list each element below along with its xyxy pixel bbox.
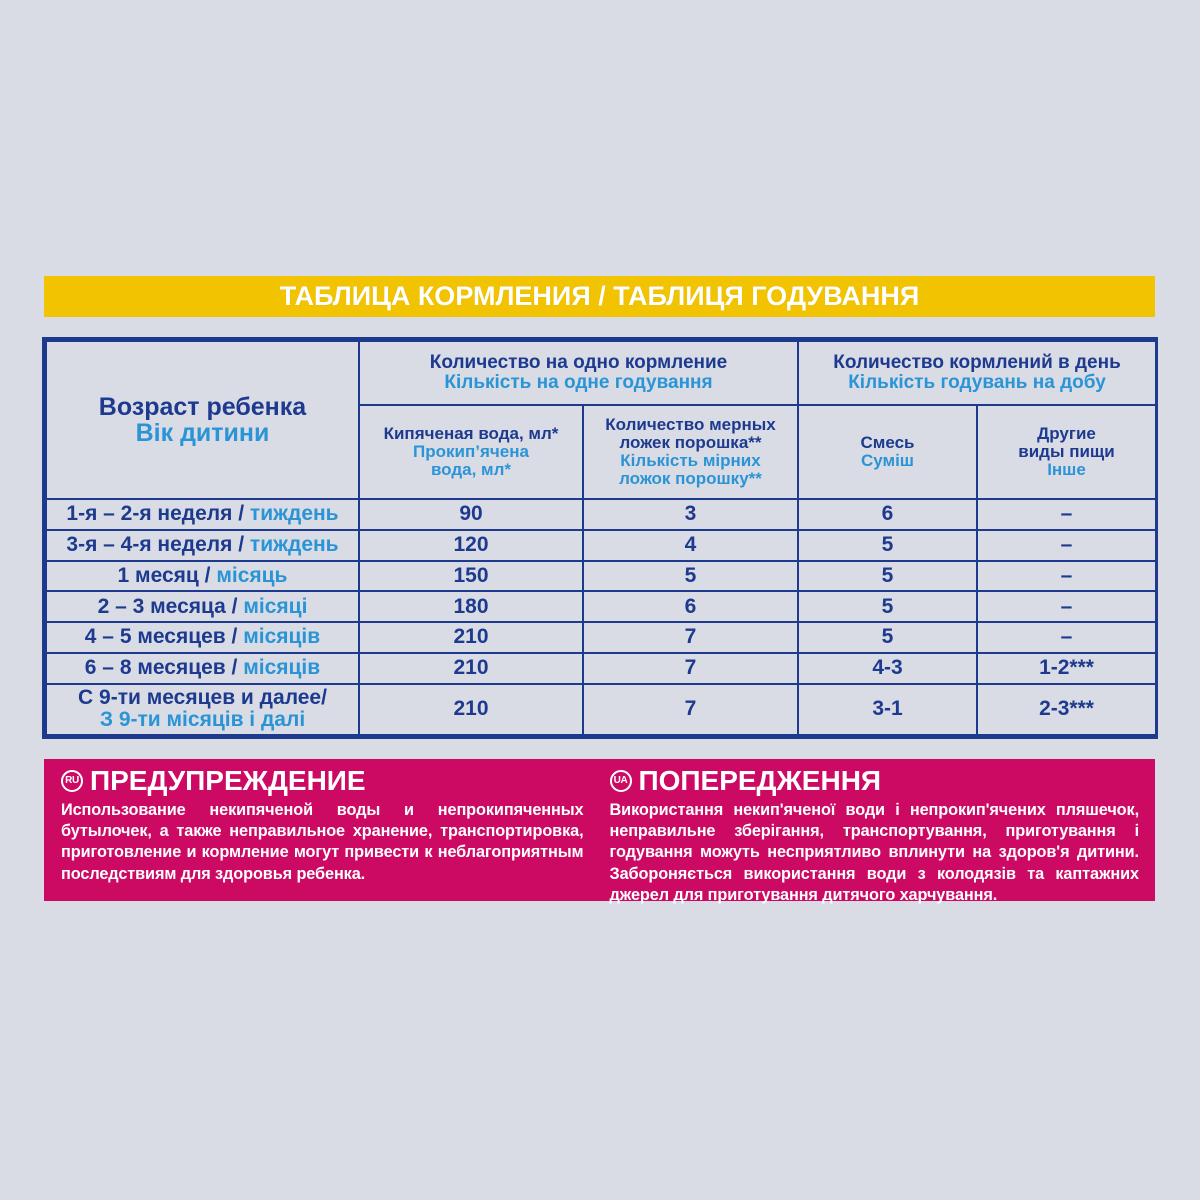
other-cell: – [977,622,1156,653]
age-cell [46,622,359,653]
warning-ua-title: ПОПЕРЕДЖЕННЯ [638,765,882,796]
mix-header [798,405,977,499]
water-cell: 210 [359,622,583,653]
age-ru: 2 – 3 месяца / [97,594,244,618]
feeding-table [45,340,1157,736]
spoons-cell: 6 [583,591,798,622]
spoons-header [583,405,798,499]
ua-badge-icon: UA [610,770,632,792]
other-header-ru: Другие виды пищи [1018,424,1115,461]
other-cell: – [977,530,1156,561]
water-header-ua: Прокип’ячена вода, мл* [413,441,529,479]
water-header [359,405,583,499]
page-title: ТАБЛИЦА КОРМЛЕНИЯ / ТАБЛИЦЯ ГОДУВАННЯ [279,281,920,311]
table-row [46,684,1156,735]
spoons-cell: 7 [583,622,798,653]
age-cell [46,530,359,561]
age-cell [46,561,359,592]
mix-cell: 5 [798,622,977,653]
age-cell [46,591,359,622]
title-bar [44,276,1155,317]
spoons-header-ua: Кількість мірних ложок порошку** [619,450,762,488]
per-feeding-header [359,341,798,405]
mix-cell: 3-1 [798,684,977,735]
warning-ua-text: Використання некип'яченої води і непрокип'ячених пляшечок, неправильне зберігання, транспортування, приготування і годування можуть несприятливо вплинути на здоров'я дитини. Забороняється використання води з колодязів та каптажних джерел для приготування дитячого харчування. [609,801,1139,904]
warning-ua-title-row [610,767,1140,795]
age-header [46,341,359,499]
mix-cell: 6 [798,499,977,530]
warning-ua [600,759,1156,904]
age-ru: С 9-ти месяцев и далее/ [78,686,327,710]
age-header-ru: Возраст ребенка [98,392,307,421]
per-day-header-ru: Количество кормлений в день [833,351,1121,373]
other-cell: 1-2*** [977,653,1156,684]
age-cell [46,499,359,530]
other-cell: – [977,561,1156,592]
age-ua: З 9-ти місяців і далі [99,708,306,732]
header-row-1 [46,341,1156,405]
per-day-header-ua: Кількість годувань на добу [848,371,1106,393]
table-row [46,653,1156,684]
other-header-ua: Інше [1047,459,1086,479]
feeding-table-container [42,337,1158,739]
age-ru: 4 – 5 месяцев / [84,625,244,649]
mix-cell: 5 [798,591,977,622]
mix-cell: 5 [798,561,977,592]
table-row [46,591,1156,622]
spoons-cell: 3 [583,499,798,530]
table-row [46,622,1156,653]
age-ua: тиждень [249,533,339,557]
water-cell: 210 [359,653,583,684]
spoons-cell: 7 [583,684,798,735]
other-header [977,405,1156,499]
table-row [46,530,1156,561]
age-cell [46,684,359,735]
age-ua: місяць [216,563,288,587]
age-ru: 1 месяц / [117,563,217,587]
water-cell: 180 [359,591,583,622]
warning-ru-title: ПРЕДУПРЕЖДЕНИЕ [90,765,366,796]
per-day-header [798,341,1156,405]
per-feeding-header-ru: Количество на одно кормление [429,351,728,373]
warning-ru [44,759,600,901]
spoons-header-ru: Количество мерных ложек порошка** [605,415,776,452]
water-header-ru: Кипяченая вода, мл* [383,424,559,444]
spoons-cell: 5 [583,561,798,592]
age-ru: 6 – 8 месяцев / [84,656,244,680]
mix-cell: 4-3 [798,653,977,684]
age-ru: 1-я – 2-я неделя / [66,502,250,526]
age-ru: 3-я – 4-я неделя / [66,533,250,557]
age-ua: місяці [243,594,308,618]
mix-header-ua: Суміш [861,450,914,470]
per-feeding-header-ua: Кількість на одне годування [444,371,713,393]
warning-box [44,759,1155,904]
table-row [46,499,1156,530]
water-cell: 120 [359,530,583,561]
other-cell: – [977,499,1156,530]
age-ua: тиждень [249,502,339,526]
water-cell: 210 [359,684,583,735]
other-cell: – [977,591,1156,622]
water-cell: 150 [359,561,583,592]
other-cell: 2-3*** [977,684,1156,735]
warning-ru-text: Использование некипяченой воды и непрокипяченных бутылочек, а также неправильное хранение, транспортировка, приготовление и кормление могут привести к неблагоприятным последствиям для здоровья ребенка. [61,801,584,883]
water-cell: 90 [359,499,583,530]
age-header-ua: Вік дитини [135,419,270,447]
age-ua: місяців [243,656,321,680]
warning-ru-title-row [61,767,584,795]
mix-cell: 5 [798,530,977,561]
ru-badge-icon: RU [61,770,83,792]
spoons-cell: 7 [583,653,798,684]
age-cell [46,653,359,684]
table-row [46,561,1156,592]
spoons-cell: 4 [583,530,798,561]
age-ua: місяців [243,625,321,649]
mix-header-ru: Смесь [860,432,915,452]
